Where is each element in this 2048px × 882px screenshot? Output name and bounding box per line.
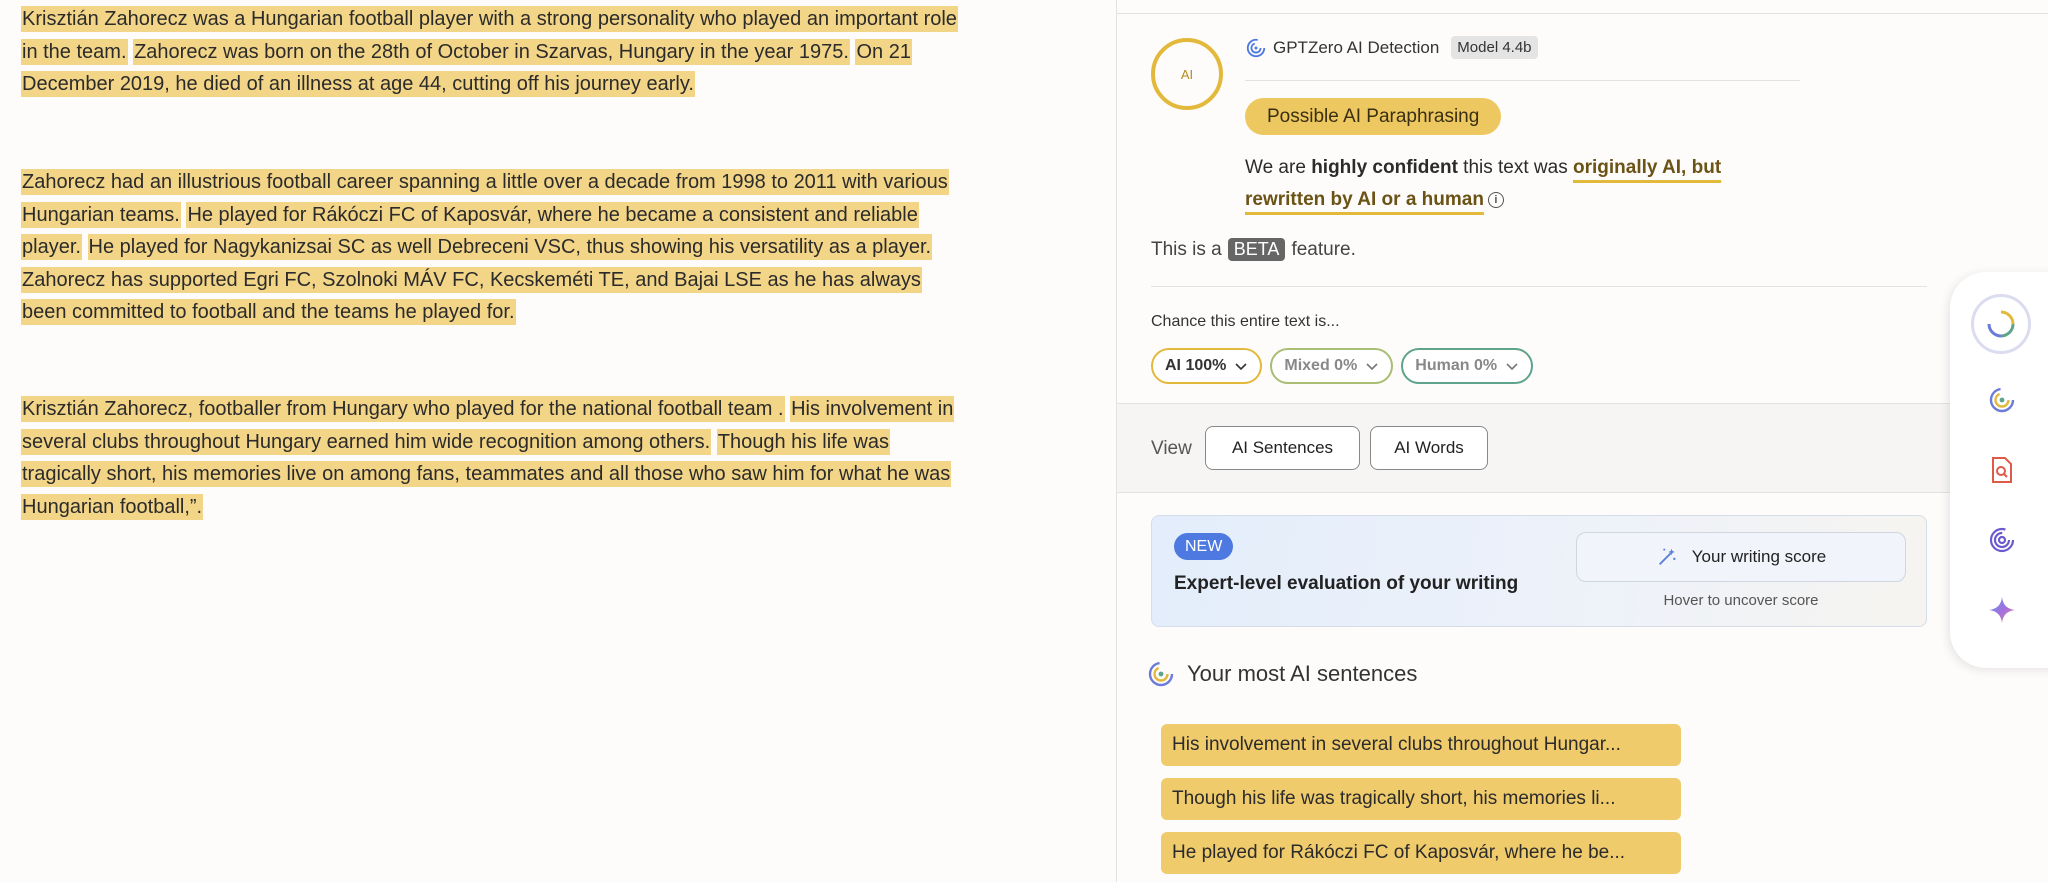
highlighted-sentence[interactable]: His involvement in several clubs throughout Hungary earned him wide recognition among others. [22, 398, 954, 453]
writing-score-button[interactable] [1576, 532, 1906, 582]
confidence-statement [1245, 152, 1805, 216]
mixed-chance-dropdown[interactable] [1270, 348, 1393, 384]
view-label: View [1151, 438, 1192, 459]
most-ai-header [1147, 660, 1417, 688]
highlighted-sentence[interactable]: He played for Rákóczi FC of Kaposvár, where he became a consistent and reliable player. [22, 203, 918, 258]
model-badge: Model 4.4b [1451, 36, 1537, 59]
promo-title: Expert-level evaluation of your writing [1174, 573, 1519, 594]
most-ai-list [1161, 724, 1681, 874]
chance-label: Chance this entire text is... [1151, 313, 1340, 330]
verdict-badge: Possible AI Paraphrasing [1245, 98, 1501, 135]
hover-note: Hover to uncover score [1663, 592, 1819, 609]
tool-rail [1950, 272, 2048, 668]
paragraph-1 [21, 3, 961, 101]
paragraph-3 [21, 393, 961, 523]
most-ai-title: Your most AI sentences [1187, 661, 1418, 686]
highlighted-sentence[interactable]: On 21 December 2019, he died of an illness at age 44, cutting off his journey early. [22, 40, 911, 95]
document-search-icon[interactable] [1984, 452, 2020, 488]
highlighted-sentence[interactable]: Zahorecz was born on the 28th of October in Szarvas, Hungary in the year 1975. [134, 40, 849, 63]
ai-words-button[interactable]: AI Words [1370, 426, 1488, 470]
highlighted-sentence[interactable]: Krisztián Zahorecz, footballer from Hungary who played for the national football team . [22, 398, 784, 420]
magic-wand-icon [1656, 546, 1678, 568]
ai-chance-label: AI 100% [1165, 357, 1227, 374]
highlighted-sentence[interactable]: Zahorecz has supported Egri FC, Szolnoki MÁV FC, Kecskeméti TE, and Bajai LSE as he has always been committed to football and the teams he played for. [22, 268, 921, 323]
confidence-text: this text was [1457, 157, 1574, 178]
most-ai-sentence[interactable]: He played for Rákóczi FC of Kaposvár, where he be... [1161, 832, 1681, 874]
beta-badge: BETA [1228, 238, 1286, 261]
most-ai-sentence[interactable]: His involvement in several clubs throughout Hungar... [1161, 724, 1681, 766]
new-badge: NEW [1174, 533, 1233, 560]
beta-text: This is a [1151, 238, 1222, 260]
chance-pills [1151, 348, 1533, 384]
view-toggle-bar [1117, 403, 2048, 493]
writing-score-label: Your writing score [1691, 547, 1827, 566]
confidence-level: highly confident [1311, 157, 1458, 178]
highlighted-sentence[interactable]: Krisztián Zahorecz was a Hungarian football player with a strong personality who played an important role in the team. [22, 8, 957, 63]
ai-circle-label: AI [1180, 66, 1194, 82]
ai-score-circle [1151, 38, 1223, 110]
human-chance-dropdown[interactable] [1401, 348, 1533, 384]
classification-link[interactable]: originally AI, but rewritten by AI or a human [1245, 157, 1722, 210]
gptzero-logo-icon [1245, 37, 1267, 59]
beta-text: feature. [1291, 238, 1356, 260]
spiral-icon[interactable] [1984, 522, 2020, 558]
chevron-down-icon [1234, 359, 1248, 373]
mixed-chance-label: Mixed 0% [1284, 357, 1358, 374]
detection-panel [1116, 0, 2048, 882]
chevron-down-icon [1505, 359, 1519, 373]
highlighted-sentence[interactable]: He played for Nagykanizsai SC as well Debreceni VSC, thus showing his versatility as a player. [88, 236, 932, 258]
human-chance-label: Human 0% [1415, 357, 1498, 374]
chevron-down-icon [1365, 359, 1379, 373]
detector-name: GPTZero AI Detection [1273, 37, 1440, 57]
sparkle-icon[interactable] [1984, 592, 2020, 628]
beta-notice [1151, 238, 1356, 261]
confidence-text: We are [1245, 157, 1312, 178]
highlighted-sentence[interactable]: Though his life was tragically short, his memories live on among fans, teammates and all those who saw him for what he was Hungarian football,”. [22, 430, 951, 518]
divider [1245, 80, 1800, 81]
divider [1151, 286, 1927, 287]
divider [1117, 13, 2048, 14]
loading-ring-icon[interactable] [1971, 294, 2031, 354]
gptzero-logo-icon[interactable] [1984, 382, 2020, 418]
info-icon[interactable]: i [1488, 192, 1504, 208]
detector-header [1245, 36, 1538, 59]
ai-sentences-button[interactable]: AI Sentences [1205, 426, 1360, 470]
gptzero-color-icon [1147, 660, 1175, 688]
writing-score-promo [1151, 515, 1927, 627]
most-ai-sentence[interactable]: Though his life was tragically short, his memories li... [1161, 778, 1681, 820]
paragraph-2 [21, 166, 961, 329]
highlighted-sentence[interactable]: Zahorecz had an illustrious football career spanning a little over a decade from 1998 to 2011 with various Hungarian teams. [22, 171, 948, 226]
ai-chance-dropdown[interactable] [1151, 348, 1262, 384]
